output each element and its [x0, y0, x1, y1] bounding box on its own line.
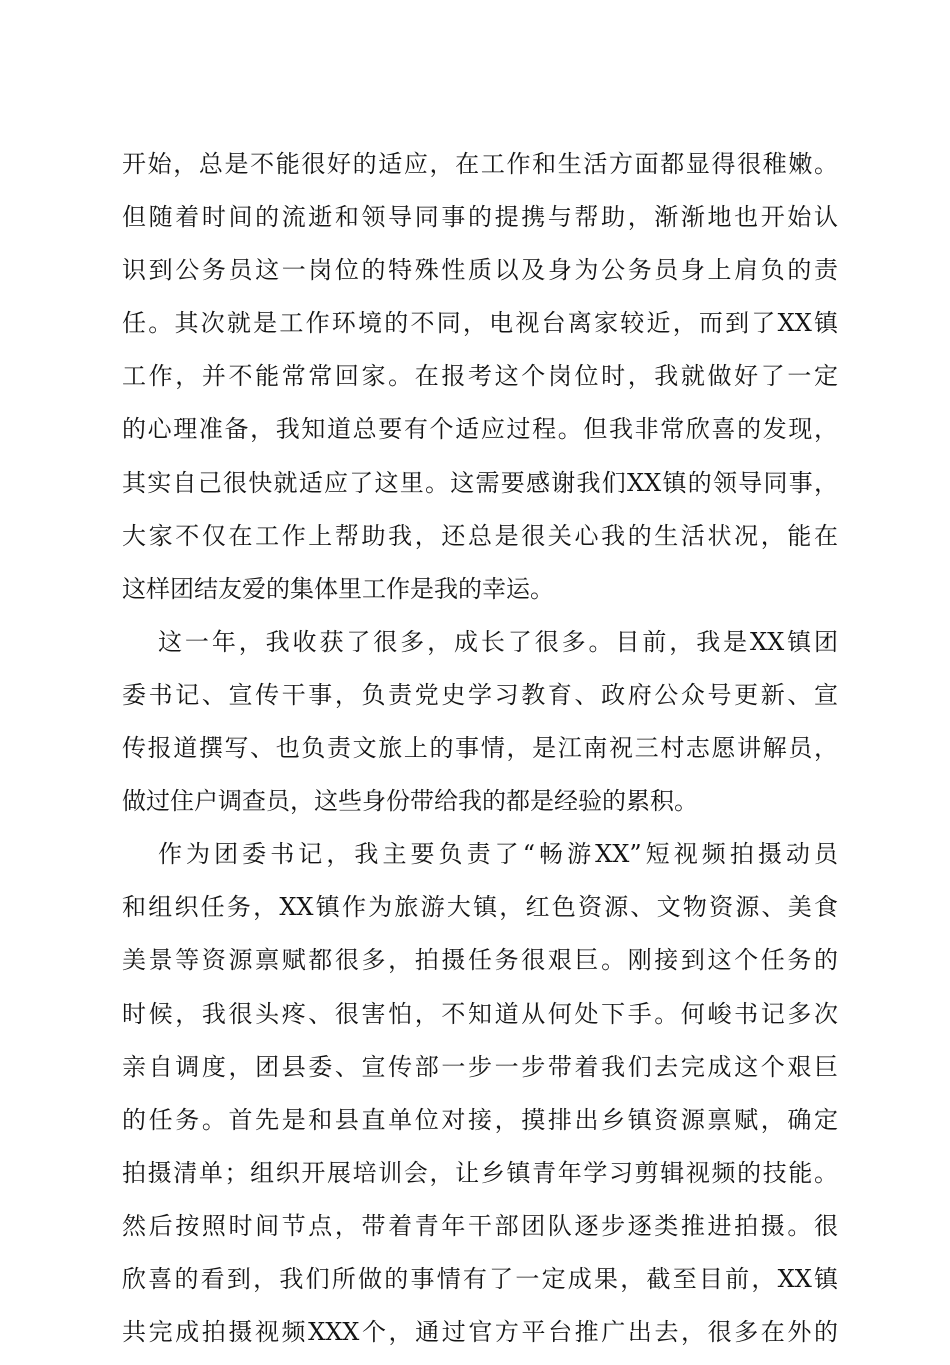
- text-line: 的任务。首先是和县直单位对接，摸排出乡镇资源禀赋，确定: [122, 1105, 838, 1134]
- text-line: 其实自己很快就适应了这里。这需要感谢我们XX镇的领导同事，: [122, 468, 838, 497]
- text-line: 的心理准备，我知道总要有个适应过程。但我非常欣喜的发现，: [122, 415, 838, 444]
- text-line: 和组织任务，XX镇作为旅游大镇，红色资源、文物资源、美食: [122, 893, 838, 922]
- body-text: [122, 144, 838, 1365]
- paragraph-1: [122, 144, 838, 622]
- paragraph-2: [122, 622, 838, 834]
- text-line: 亲自调度，团县委、宣传部一步一步带着我们去完成这个艰巨: [122, 1052, 838, 1081]
- text-line: 这样团结友爱的集体里工作是我的幸运。: [122, 574, 554, 603]
- text-line: 委书记、宣传干事，负责党史学习教育、政府公众号更新、宣: [122, 680, 838, 709]
- text-line: 做过住户调查员，这些身份带给我的都是经验的累积。: [122, 787, 698, 816]
- text-line: 传报道撰写、也负责文旅上的事情，是江南祝三村志愿讲解员，: [122, 734, 838, 763]
- text-line: 拍摄清单；组织开展培训会，让乡镇青年学习剪辑视频的技能。: [122, 1158, 838, 1187]
- text-line: 开始，总是不能很好的适应，在工作和生活方面都显得很稚嫩。: [122, 150, 838, 178]
- text-line: 欣喜的看到，我们所做的事情有了一定成果，截至目前，XX镇: [122, 1264, 838, 1293]
- text-line: 识到公务员这一岗位的特殊性质以及身为公务员身上肩负的责: [122, 256, 838, 285]
- text-line: 任。其次就是工作环境的不同，电视台离家较近，而到了XX镇: [122, 309, 838, 338]
- text-line: 工作，并不能常常回家。在报考这个岗位时，我就做好了一定: [122, 362, 838, 391]
- text-line: 大家不仅在工作上帮助我，还总是很关心我的生活状况，能在: [122, 521, 838, 550]
- text-line: 共完成拍摄视频XXX个，通过官方平台推广出去，很多在外的: [122, 1318, 838, 1347]
- text-line: 但随着时间的流逝和领导同事的提携与帮助，渐渐地也开始认: [122, 203, 838, 232]
- text-line: 作为团委书记，我主要负责了“畅游XX”短视频拍摄动员: [158, 840, 838, 869]
- text-line: 时候，我很头疼、很害怕，不知道从何处下手。何峻书记多次: [122, 999, 838, 1028]
- text-line: 然后按照时间节点，带着青年干部团队逐步逐类推进拍摄。很: [122, 1211, 838, 1240]
- text-line: 这一年，我收获了很多，成长了很多。目前，我是XX镇团: [158, 627, 838, 656]
- text-line: 美景等资源禀赋都很多，拍摄任务很艰巨。刚接到这个任务的: [122, 946, 838, 975]
- paragraph-3: [122, 834, 838, 1365]
